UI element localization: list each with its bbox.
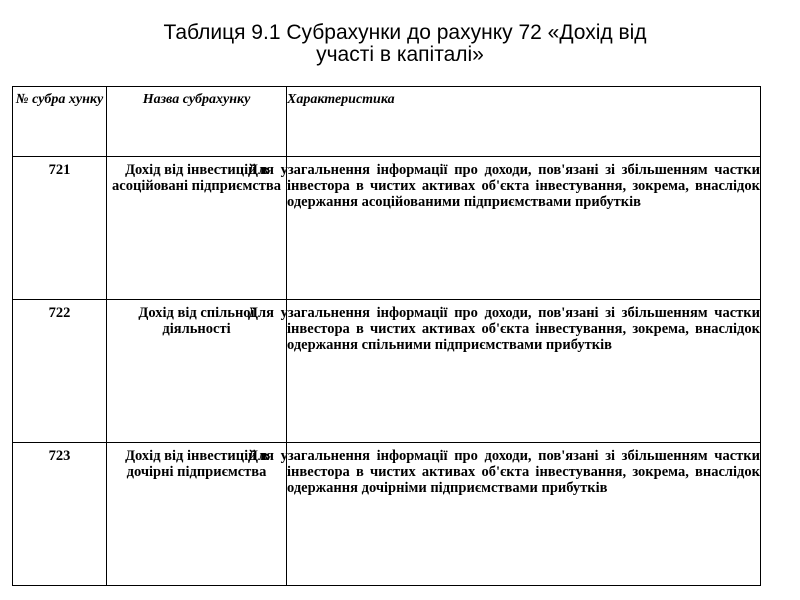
subaccount-number: 723 xyxy=(13,443,107,586)
table-row xyxy=(13,157,761,300)
subaccount-description: Для узагальнення інформації про доходи, пов'язані зі збільшенням частки інвестора в чистих активах об'єкта інвестування, зокрема, внаслідок одержання спільними підприємствами прибутків xyxy=(287,300,761,443)
subaccount-description: Для узагальнення інформації про доходи, пов'язані зі збільшенням частки інвестора в чистих активах об'єкта інвестування, зокрема, внаслідок одержання асоційованими підприємствами прибутків xyxy=(287,157,761,300)
subaccount-name: Дохід від спільної діяльності xyxy=(107,300,287,443)
table-row xyxy=(13,300,761,443)
table-row xyxy=(13,443,761,586)
table-title-line-1: Таблиця 9.1 Субрахунки до рахунку 72 «Дохід від xyxy=(163,21,647,44)
table-title xyxy=(0,22,800,66)
table-header-row xyxy=(13,87,761,157)
header-name: Назва субрахунку xyxy=(107,87,287,157)
subaccounts-table xyxy=(12,86,761,586)
subaccount-name: Дохід від інвестицій в асоційовані підприємства xyxy=(107,157,287,300)
subaccount-name: Дохід від інвестицій в дочірні підприємства xyxy=(107,443,287,586)
table-title-line-2: участі в капіталі» xyxy=(316,43,484,66)
subaccount-description: Для узагальнення інформації про доходи, пов'язані зі збільшенням частки інвестора в чистих активах об'єкта інвестування, зокрема, внаслідок одержання дочірніми підприємствами прибутків xyxy=(287,443,761,586)
subaccount-number: 721 xyxy=(13,157,107,300)
header-description: Характеристика xyxy=(287,87,761,157)
subaccount-number: 722 xyxy=(13,300,107,443)
header-number: № субра хунку xyxy=(13,87,107,157)
